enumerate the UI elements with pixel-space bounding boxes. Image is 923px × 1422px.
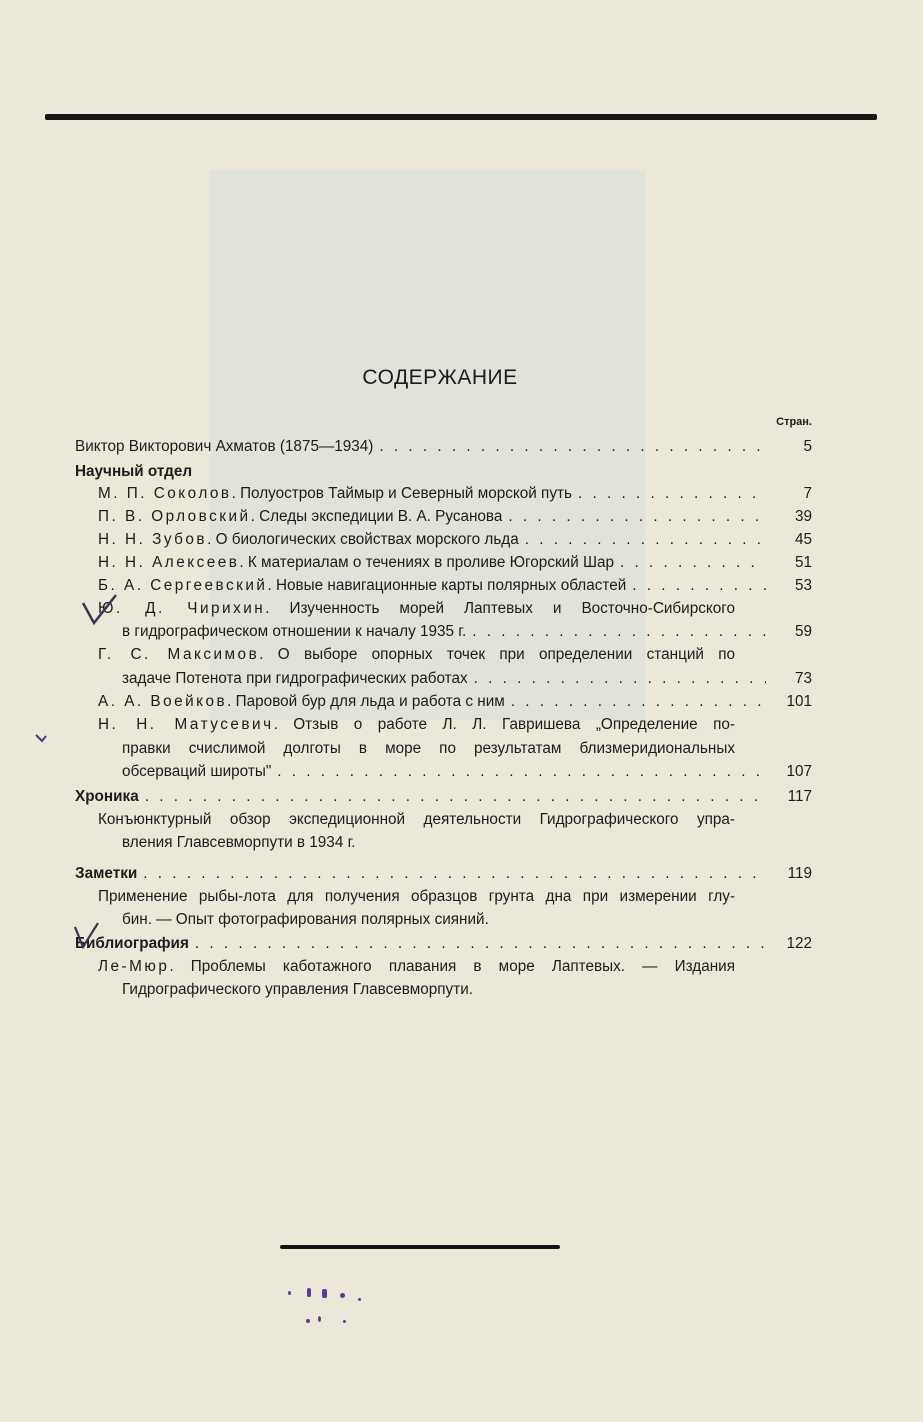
chronicle-text: вления Главсевморпути в 1934 г. <box>122 834 356 851</box>
dot-leader <box>632 576 766 596</box>
dot-leader <box>511 692 766 712</box>
notes-text: Применение рыбы-лота для получения образцов грунта дна при измерении глу- <box>98 888 735 905</box>
bibliography-text: Гидрографического управления Главсевморпути. <box>122 981 473 998</box>
toc-entry-line: Ю. Д. Чирихин. Изученность морей Лаптевых и Восточно-Сибирского <box>98 600 735 617</box>
checkmark-icon <box>80 593 120 628</box>
toc-entry: М. П. Соколов. Полуостров Таймыр и Северный морской путь . . . 7 <box>98 484 812 504</box>
page-column-header: Стран. <box>776 416 812 428</box>
dot-leader <box>508 507 766 527</box>
pencil-mark-icon <box>34 732 48 744</box>
toc-entry-line: правки счислимой долготы в море по результатам близмеридиональных <box>122 740 735 757</box>
dot-leader <box>525 530 766 550</box>
toc-entry: П. В. Орловский. Следы экспедиции В. А. Русанова . . . 39 <box>98 507 812 527</box>
toc-intro: Виктор Викторович Ахматов (1875—1934) . . . 5 <box>75 437 812 457</box>
toc-entry: Б. А. Сергеевский. Новые навигационные карты полярных областей . . . 53 <box>98 576 812 596</box>
toc-entry: А. А. Воейков. Паровой бур для льда и работа с ним . . . 101 <box>98 692 812 712</box>
toc-entry-line: Н. Н. Матусевич. Отзыв о работе Л. Л. Гавришева „Определение по- <box>98 716 735 733</box>
section-bibliography: Библиография . . . 122 <box>75 934 812 954</box>
toc-entry: задаче Потенота при гидрографических работах . . . 73 <box>122 669 812 689</box>
page-title: СОДЕРЖАНИЕ <box>362 366 518 389</box>
top-rule <box>45 114 877 120</box>
dot-leader <box>620 553 766 573</box>
toc-entry: Н. Н. Алексеев. К материалам о течениях в проливе Югорский Шар . . . 51 <box>98 553 812 573</box>
section-notes: Заметки . . . 119 <box>75 864 812 884</box>
dot-leader <box>578 484 766 504</box>
toc-entry-line: Г. С. Максимов. О выборе опорных точек при определении станций по <box>98 646 736 663</box>
dot-leader <box>474 669 766 689</box>
toc-entry: в гидрографическом отношении к началу 1935 г. . . . 59 <box>122 622 812 642</box>
dot-leader <box>277 762 766 782</box>
section-chronicle: Хроника . . . 117 <box>75 787 812 807</box>
bibliography-text: Ле-Мюр. Проблемы каботажного плавания в море Лаптевых. — Издания <box>98 958 736 975</box>
dot-leader <box>143 864 766 884</box>
toc-entry: Н. Н. Зубов. О биологических свойствах морского льда . . . 45 <box>98 530 812 550</box>
toc-entry: обсерваций широты" . . . 107 <box>122 762 812 782</box>
checkmark-icon <box>72 921 102 951</box>
chronicle-text: Конъюнктурный обзор экспедиционной деятельности Гидрографического упра- <box>98 811 735 828</box>
notes-text: бин. — Опыт фотографирования полярных сияний. <box>122 911 489 928</box>
dot-leader <box>145 787 766 807</box>
section-science: Научный отдел <box>75 463 193 480</box>
dot-leader <box>379 437 766 457</box>
dot-leader <box>195 934 766 954</box>
dot-leader <box>472 622 766 642</box>
bottom-rule <box>280 1245 560 1249</box>
